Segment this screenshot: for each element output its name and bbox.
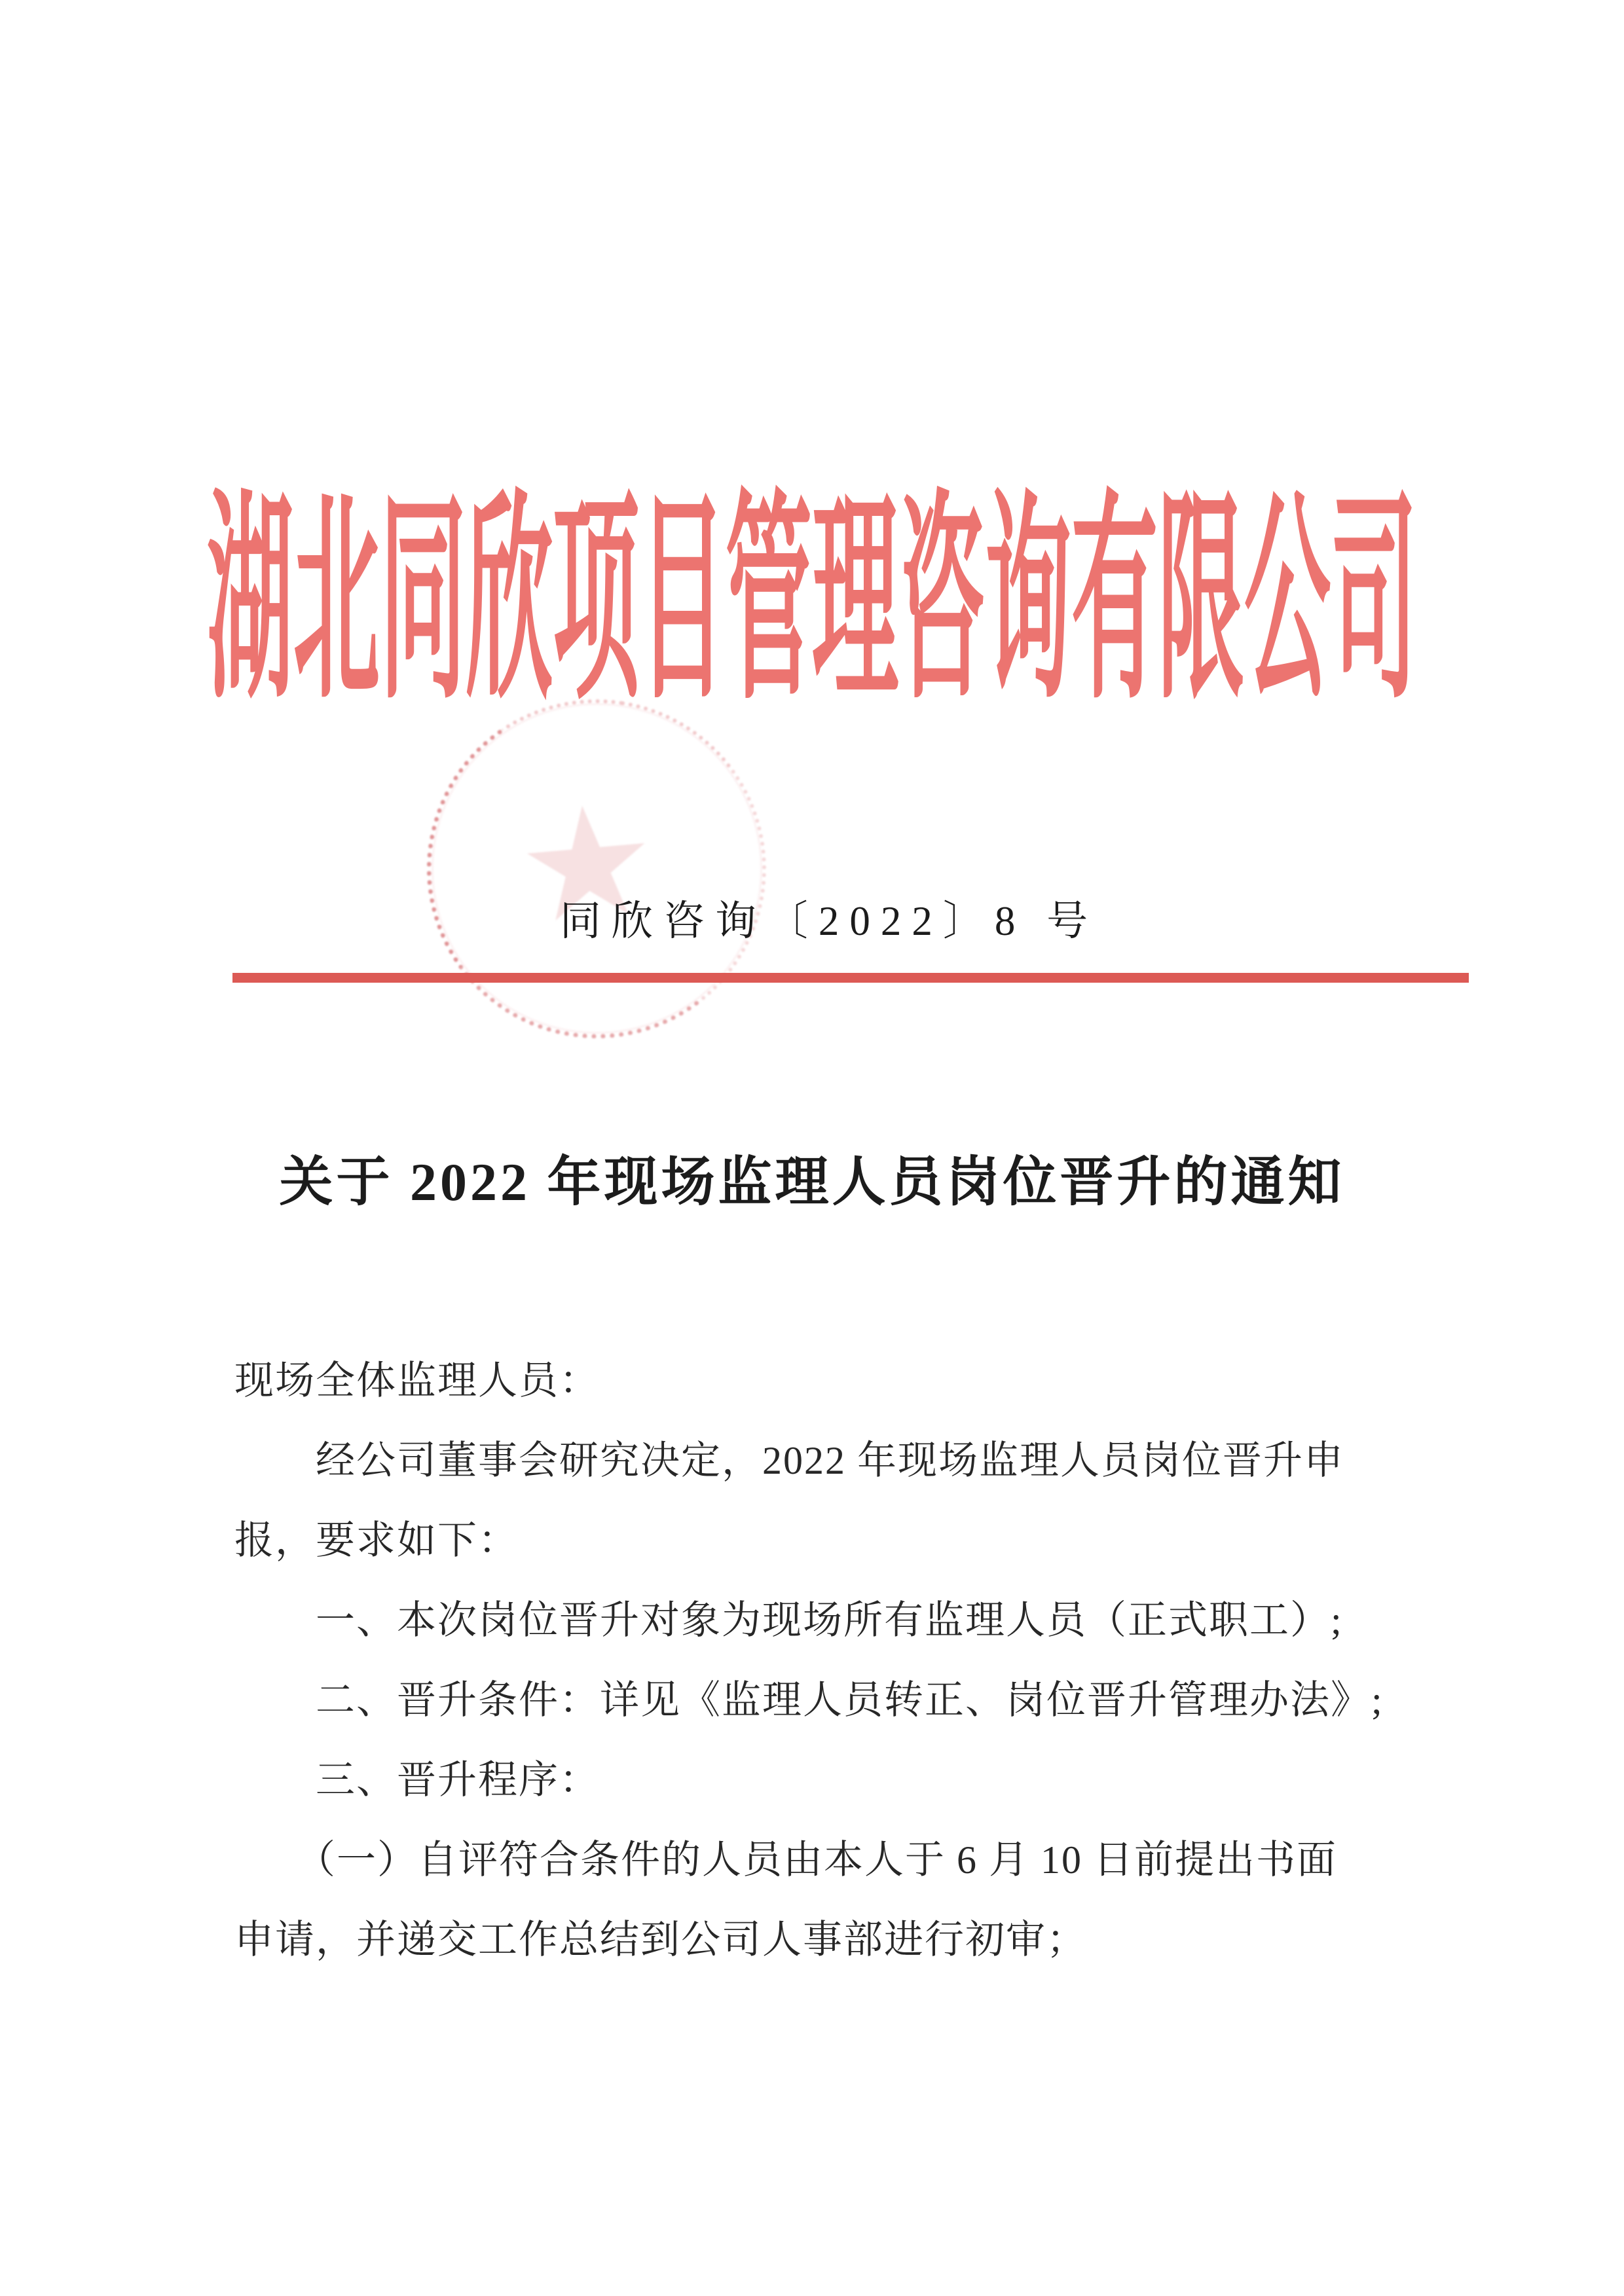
body-line: 报，要求如下：	[234, 1519, 519, 1562]
official-seal-stamp-icon	[403, 675, 791, 1063]
document-number: 同欣咨询〔2022〕8 号	[559, 898, 1099, 944]
body-line-item-1: 一、本次岗位晋升对象为现场所有监理人员（正式职工）;	[234, 1599, 1343, 1642]
company-name: 湖北同欣项目管理咨询有限公司	[207, 479, 1417, 725]
red-separator-line	[232, 973, 1469, 983]
seal-star-icon: ★	[511, 769, 664, 959]
body-line-item-3: 三、晋升程序：	[234, 1758, 600, 1802]
body-line-recipient: 现场全体监理人员：	[234, 1359, 600, 1402]
body-line: 申请，并递交工作总结到公司人事部进行初审；	[234, 1918, 1087, 1961]
letterhead	[0, 479, 1624, 725]
body-line: （一）自评符合条件的人员由本人于 6 月 10 日前提出书面	[234, 1838, 1337, 1882]
document-body	[234, 1341, 1407, 1980]
body-line-item-2: 二、晋升条件：详见《监理人员转正、岗位晋升管理办法》;	[234, 1679, 1384, 1722]
body-line: 经公司董事会研究决定，2022 年现场监理人员岗位晋升申	[234, 1439, 1344, 1482]
document-title: 关于 2022 年现场监理人员岗位晋升的通知	[279, 1152, 1345, 1212]
